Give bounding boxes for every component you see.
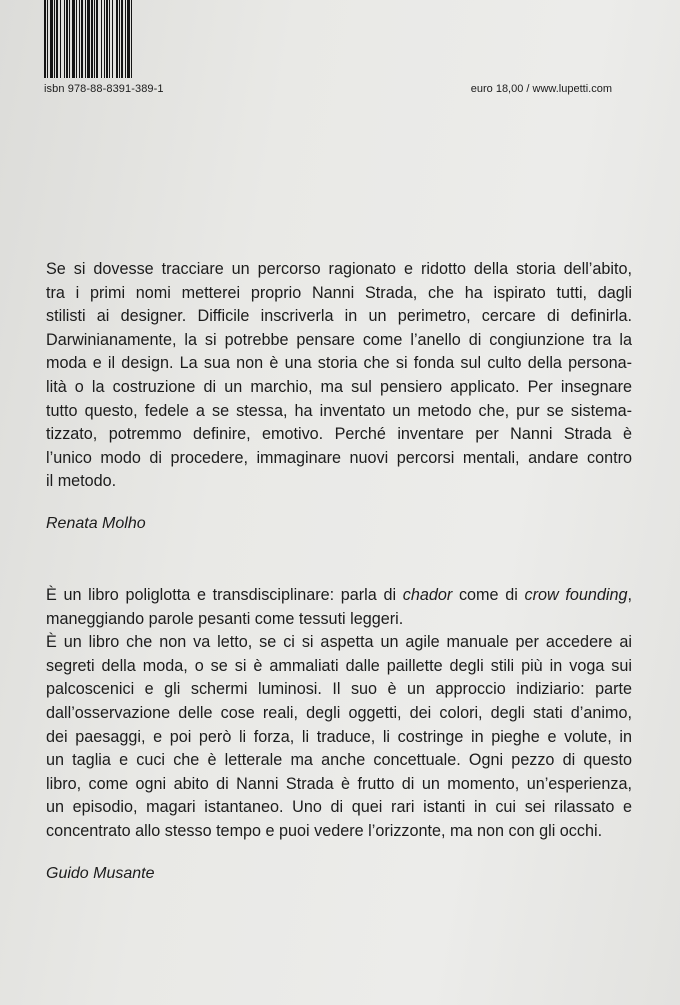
- review-line: maneggiando parole pesanti come tessuti leggeri.: [46, 609, 404, 628]
- author-guido-musante: Guido Musante: [46, 865, 155, 882]
- review-line: Se si dovesse tracciare un percorso ragionato e ridotto della storia dell’abito,: [46, 260, 632, 278]
- review-line: palcoscenici e gli schermi luminosi. Il suo è un approccio indiziario: parte: [46, 680, 632, 699]
- review-line: concentrato allo stesso tempo e puoi vedere l’orizzonte, ma non con gli occhi.: [46, 821, 603, 840]
- review-line: tutto questo, fedele a se stessa, ha inventato un metodo che, pur se sistema-: [46, 401, 632, 420]
- review-line: dei paesaggi, e poi però li forza, li traduce, li costringe in pieghe e volute, in: [46, 727, 632, 746]
- italic-term-crow-founding: crow founding: [524, 586, 628, 604]
- review-guido-musante: [46, 584, 632, 844]
- review-line: segreti della moda, o se si è ammaliati dalle paillette degli stili più in voga sui: [46, 656, 632, 675]
- price-and-website: euro 18,00 / www.lupetti.com: [470, 83, 612, 95]
- review-line: un taglia e cuci che è letterale ma anche concettuale. Ogni pezzo di questo: [46, 751, 632, 770]
- review-line: Darwinianamente, la si potrebbe pensare come l’anello di congiunzione tra la: [46, 330, 632, 349]
- review-line: moda e il design. La sua non è una storia che si fonda sul culto della persona-: [46, 354, 632, 373]
- review-line: l’unico modo di procedere, immaginare nuovi percorsi mentali, andare contro: [46, 448, 632, 467]
- isbn-label: isbn 978-88-8391-389-1: [44, 83, 164, 95]
- review-line: dall’osservazione delle cose reali, degli oggetti, dei colori, degli stati d’animo,: [46, 703, 632, 722]
- review-line: tizzato, potremmo definire, emotivo. Perché inventare per Nanni Strada è: [46, 425, 632, 444]
- review-line: un episodio, magari istantaneo. Uno di quei rari istanti in cui sei rilassato e: [46, 798, 632, 817]
- review-line: stilisti ai designer. Difficile inscriverla in un perimetro, cercare di definirla.: [46, 307, 632, 326]
- review-line: tra i primi nomi metterei proprio Nanni Strada, che ha ispirato tutti, dagli: [46, 283, 632, 302]
- review-text: È un libro poliglotta e transdisciplinare: parla di: [46, 586, 403, 604]
- review-renata-molho: [46, 258, 632, 494]
- italic-term-chador: chador: [402, 586, 453, 604]
- author-renata-molho: Renata Molho: [46, 515, 146, 532]
- review-text: ,: [627, 586, 632, 604]
- review-line: libro, come ogni abito di Nanni Strada è frutto di un momento, un’esperienza,: [46, 774, 632, 793]
- review-line: il metodo.: [46, 472, 117, 491]
- barcode-gap: [132, 0, 134, 78]
- review-line: È un libro che non va letto, se ci si aspetta un agile manuale per accedere ai: [46, 633, 632, 652]
- review-text: come di: [452, 586, 525, 604]
- barcode: [44, 0, 192, 78]
- review-line: lità o la costruzione di un marchio, ma sul pensiero applicato. Per insegnare: [46, 377, 632, 396]
- review-line-first: [46, 584, 632, 608]
